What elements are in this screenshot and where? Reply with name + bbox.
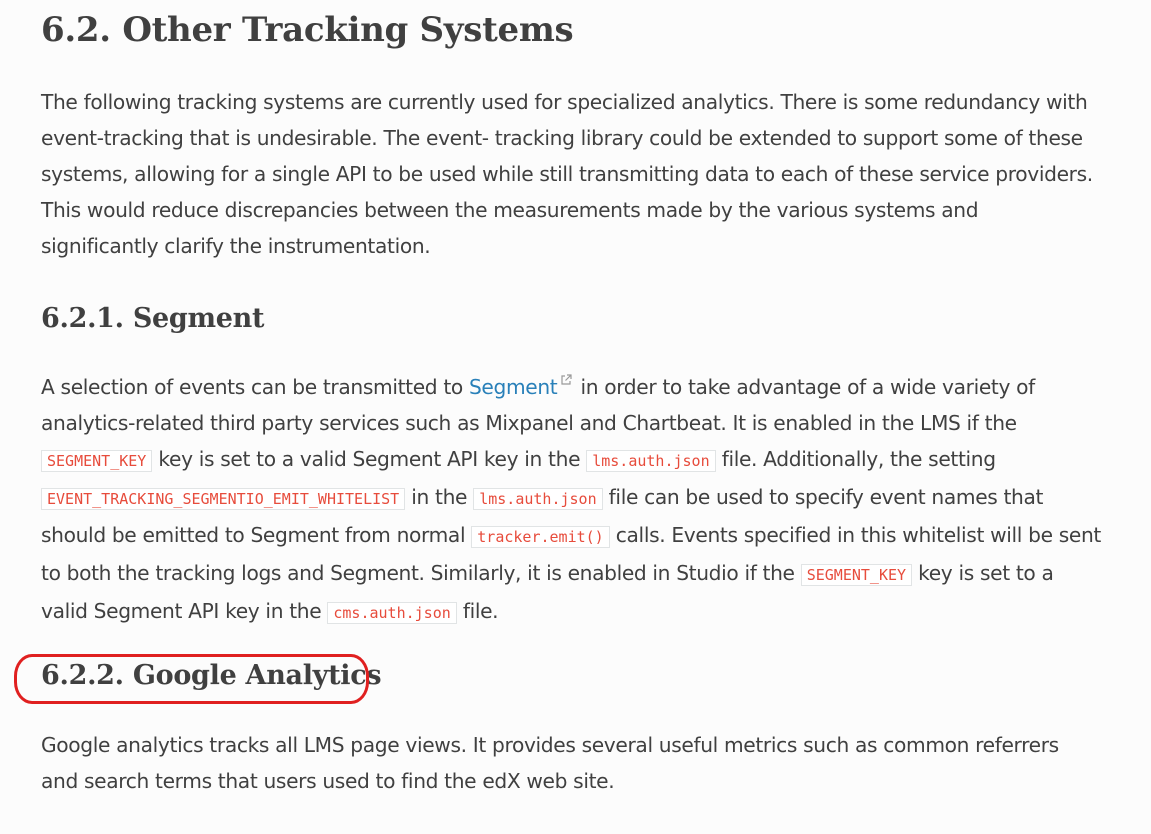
segment-paragraph [41,369,1101,631]
google-analytics-paragraph: Google analytics tracks all LMS page views. It provides several useful metrics such as common referrers and search terms that users used to find the edX web site. [41,733,1059,793]
segment-text-2: in order to take advantage of a wide variety of analytics-related third party services such as Mixpanel and Chartbeat. It is enabled in the LMS if the [41,375,1035,435]
code-event-tracking-whitelist: EVENT_TRACKING_SEGMENTIO_EMIT_WHITELIST [41,488,405,510]
segment-text-4: file. Additionally, the setting [715,447,996,471]
section-heading: 6.2. Other Tracking Systems [41,10,574,50]
segment-text-5: in the [405,485,474,509]
code-lms-auth-json: lms.auth.json [586,450,715,472]
code-cms-auth-json: cms.auth.json [327,602,456,624]
segment-text-1: A selection of events can be transmitted to [41,375,469,399]
code-segment-key-2: SEGMENT_KEY [801,564,912,586]
code-segment-key: SEGMENT_KEY [41,450,152,472]
segment-text-3: key is set to a valid Segment API key in the [152,447,587,471]
segment-text-8: key is set to a valid Segment API key in the [41,561,1054,623]
segment-heading: 6.2.1. Segment [41,303,265,334]
code-tracker-emit: tracker.emit() [471,526,609,548]
external-link-icon [560,374,572,386]
segment-link-label: Segment [468,375,558,399]
segment-text-9: file. [456,599,499,623]
section-intro-paragraph: The following tracking systems are currently used for specialized analytics. There is some redundancy with event-tracking that is undesirable. The event- tracking library could be extended to support some of these systems, allowing for a single API to be used while still transmitting data to each of these service providers. This would reduce discrepancies between the measurements made by the various systems and significantly clarify the instrumentation. [41,90,1093,258]
segment-text-6: file can be used to specify event names that should be emitted to Segment from normal [41,485,1044,547]
segment-link[interactable] [469,375,574,399]
code-lms-auth-json-2: lms.auth.json [473,488,602,510]
google-analytics-heading: 6.2.2. Google Analytics [41,660,382,691]
segment-text-7: calls. Events specified in this whitelist will be sent to both the tracking logs and Segment. Similarly, it is enabled in Studio if the [41,523,1101,585]
